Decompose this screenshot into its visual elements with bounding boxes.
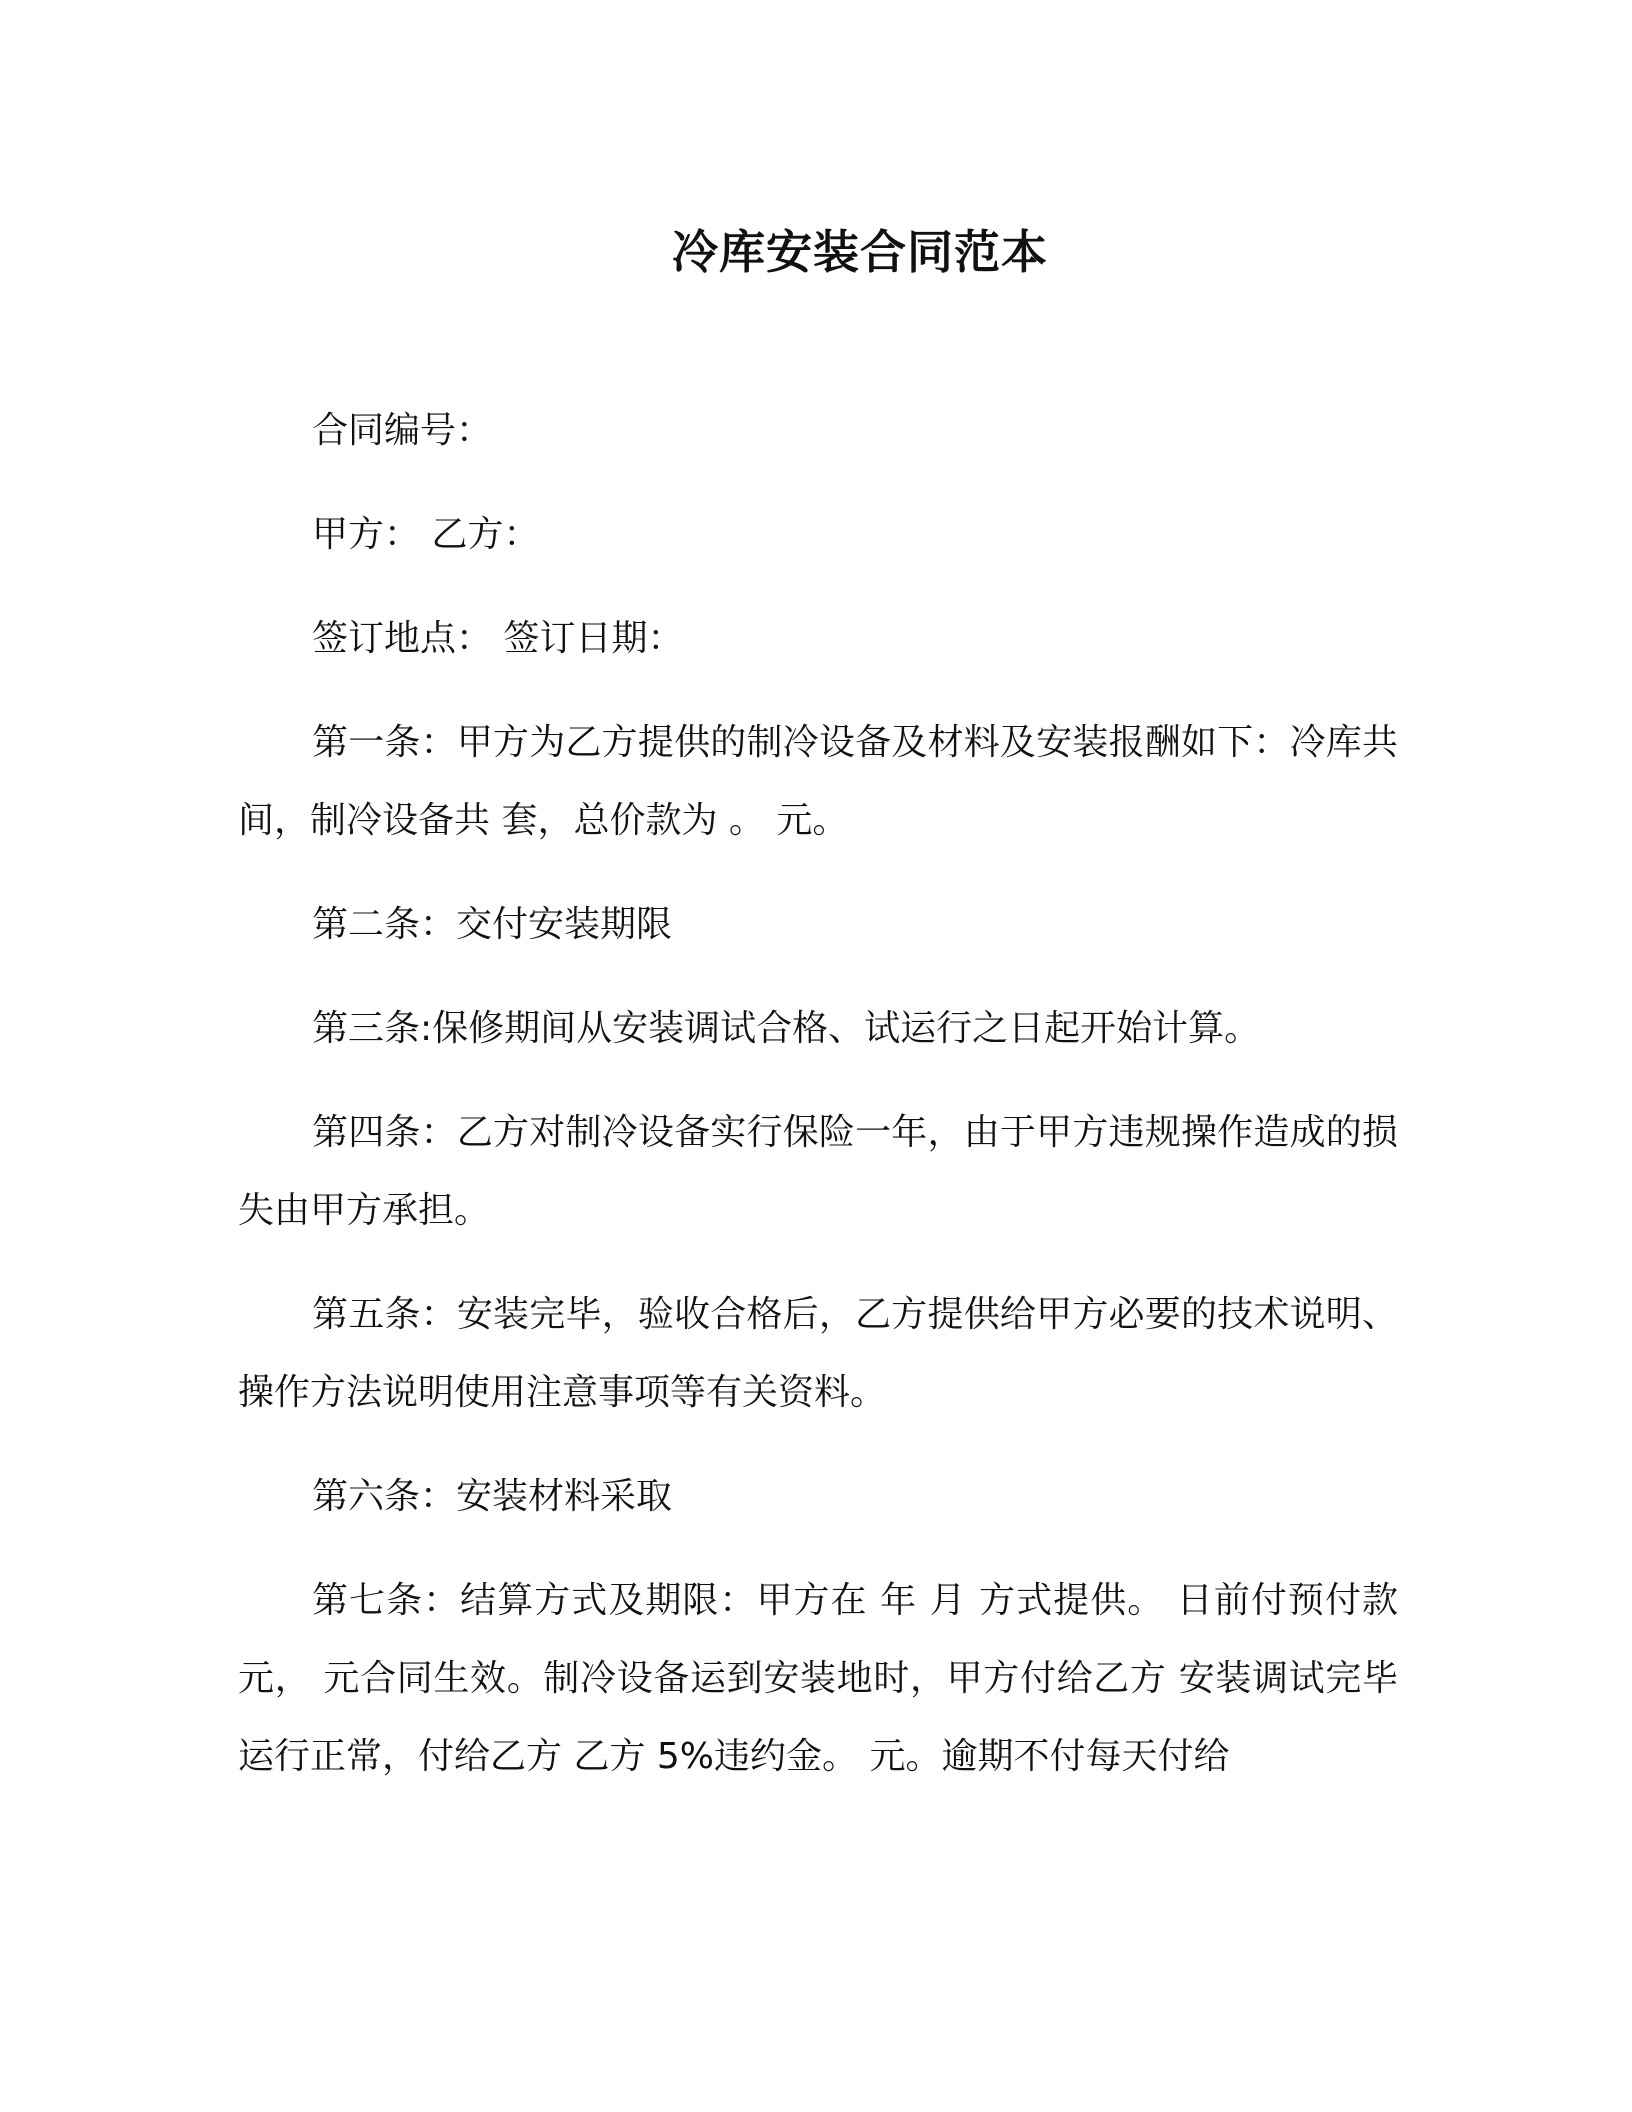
article-4: 第四条：乙方对制冷设备实行保险一年，由于甲方违规操作造成的损失由甲方承担。 bbox=[238, 1112, 1398, 1231]
document-body bbox=[238, 392, 1398, 1822]
contract-number-line: 合同编号： bbox=[312, 410, 493, 451]
article-5: 第五条：安装完毕，验收合格后，乙方提供给甲方必要的技术说明、操作方法说明使用注意事项等有关资料。 bbox=[238, 1294, 1398, 1413]
signing-place-date-line: 签订地点： 签订日期： bbox=[312, 618, 684, 659]
article-3: 第三条:保修期间从安装调试合格、试运行之日起开始计算。 bbox=[312, 1008, 1261, 1049]
article-7: 第七条：结算方式及期限：甲方在 年 月 方式提供。 日前付预付款 元， 元合同生效。制冷设备运到安装地时，甲方付给乙方 安装调试完毕运行正常，付给乙方 乙方 5%违约金。 元。逾期不付每天付给 bbox=[238, 1580, 1398, 1777]
parties-line: 甲方： 乙方： bbox=[312, 514, 540, 555]
document-title: 冷库安装合同范本 bbox=[672, 225, 1048, 279]
article-2: 第二条：交付安装期限 bbox=[312, 904, 673, 945]
article-6: 第六条：安装材料采取 bbox=[312, 1476, 673, 1517]
article-1: 第一条：甲方为乙方提供的制冷设备及材料及安装报酬如下：冷库共 间，制冷设备共 套，总价款为 。 元。 bbox=[238, 722, 1398, 841]
